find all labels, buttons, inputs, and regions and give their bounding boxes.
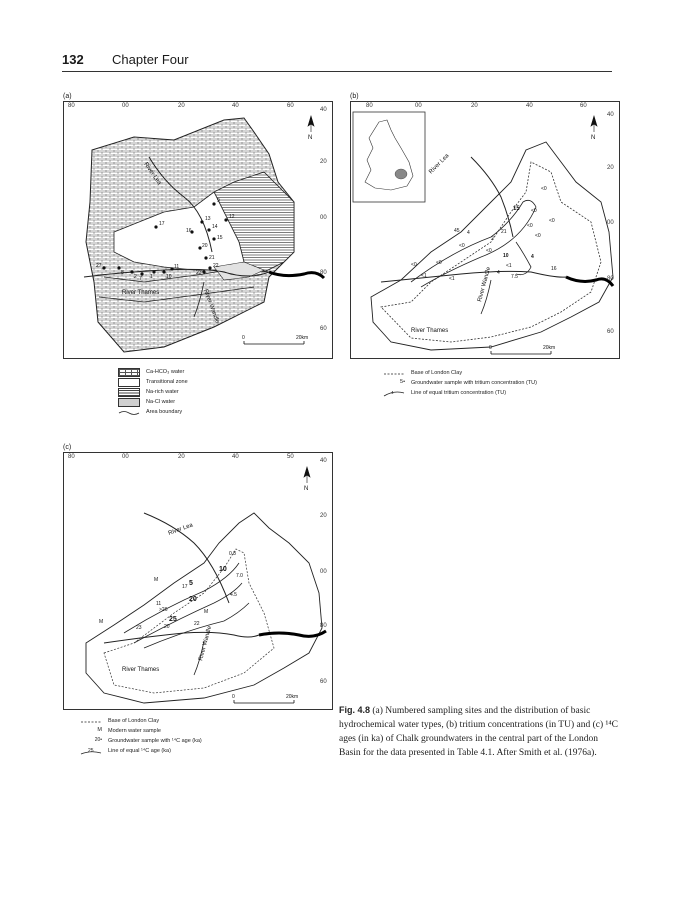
sample-label: 22 — [213, 263, 219, 269]
tick-side: 20 — [607, 165, 614, 171]
svg-text:M: M — [204, 609, 209, 615]
svg-text:<0: <0 — [459, 243, 465, 249]
sample-dot-icon: 20• — [94, 736, 102, 743]
sample-label: 14 — [212, 224, 218, 230]
contour-line-icon — [80, 747, 102, 756]
panel-c-svg — [64, 453, 332, 709]
sample-label: 13 — [205, 216, 211, 222]
legend-item: Na-Cl water — [118, 397, 188, 407]
sample-label: 11 — [174, 264, 180, 270]
river-thames-east — [566, 277, 613, 286]
river-thames-label: River Thames — [122, 290, 160, 296]
sample-label: 1 — [150, 274, 153, 280]
svg-text:10: 10 — [503, 253, 509, 259]
tick-top: 00 — [415, 103, 422, 109]
river-lea-label: River Lea — [167, 522, 194, 537]
svg-text:25: 25 — [169, 616, 177, 623]
tick-side: 00 — [607, 220, 614, 226]
tick-top: 20 — [471, 103, 478, 109]
figure-caption — [339, 703, 619, 760]
tritium-contour — [516, 242, 531, 275]
svg-text:25: 25 — [88, 747, 94, 754]
figure-label: Fig. 4.8 — [339, 705, 371, 715]
svg-text:4: 4 — [531, 254, 534, 260]
chapter-title: Chapter Four — [112, 52, 189, 67]
tick-side: 00 — [320, 569, 327, 575]
sample-label: 16 — [186, 228, 192, 234]
panel-b-map — [350, 101, 620, 359]
svg-text:23: 23 — [136, 625, 142, 631]
tick-top: 80 — [68, 454, 75, 460]
river-thames-label: River Thames — [411, 328, 449, 334]
river-wandle-label: River Wandle — [198, 625, 214, 662]
scale-start: 0 — [242, 335, 245, 341]
scale-bar — [244, 341, 304, 344]
river-lea — [471, 157, 513, 237]
scale-end: 20km — [543, 345, 556, 351]
legend-item: Na-rich water — [118, 387, 188, 397]
panel-c-map — [63, 452, 333, 710]
river-thames-label: River Thames — [122, 667, 160, 673]
tick-side: 60 — [320, 679, 327, 685]
svg-text:15: 15 — [513, 206, 520, 212]
boundary-line-icon — [118, 408, 140, 417]
svg-text:7.5: 7.5 — [511, 274, 518, 280]
svg-text:17: 17 — [182, 584, 188, 590]
svg-text:>26: >26 — [159, 607, 168, 613]
svg-text:4: 4 — [497, 270, 500, 276]
legend-item: Base of London Clay — [383, 368, 537, 378]
svg-text:10: 10 — [219, 566, 227, 573]
tick-side: 80 — [607, 276, 614, 282]
svg-text:0.8: 0.8 — [229, 551, 236, 557]
legend-item: M Modern water sample — [80, 726, 202, 736]
sample-label: 15 — [217, 235, 223, 241]
tick-top: 20 — [178, 103, 185, 109]
sample-label: 10 — [166, 274, 172, 280]
tick-side: 60 — [607, 329, 614, 335]
scale-start: 0 — [489, 345, 492, 351]
legend-item: 5• Groundwater sample with tritium concentration (TU) — [383, 378, 537, 388]
svg-text:4: 4 — [467, 230, 470, 236]
svg-text:11: 11 — [156, 601, 162, 607]
scale-end: 20km — [296, 335, 309, 341]
scale-start: 0 — [232, 694, 235, 700]
legend-a — [118, 367, 188, 417]
svg-text:<0: <0 — [486, 248, 492, 254]
river-wandle-label: River Wandle — [202, 288, 221, 325]
tick-top: 80 — [366, 103, 373, 109]
north-label: N — [304, 486, 309, 492]
svg-text:7.0: 7.0 — [236, 573, 243, 579]
svg-text:<1: <1 — [449, 276, 455, 282]
page-number: 132 — [62, 52, 84, 67]
dashed-line-icon — [80, 717, 102, 726]
sample-label: 21 — [209, 255, 215, 261]
tick-top: 00 — [122, 103, 129, 109]
tritium-values — [411, 186, 557, 282]
sample-label: 12 — [229, 214, 235, 220]
sample-dot-icon: 5• — [400, 378, 405, 385]
panel-a-svg — [64, 102, 332, 358]
scale-bar — [491, 351, 551, 354]
river-lea-label: River Lea — [142, 161, 163, 187]
sample-label: 23 — [196, 270, 202, 276]
tick-top: 40 — [232, 103, 239, 109]
north-label: N — [308, 135, 313, 141]
river-wandle-label: River Wandle — [477, 266, 493, 303]
svg-text:20: 20 — [189, 596, 197, 603]
svg-text:M: M — [99, 619, 104, 625]
sample-label: 20 — [202, 243, 208, 249]
hatch-swatch — [118, 388, 140, 397]
sample-label: 8 — [121, 270, 124, 276]
c14-contour-labels — [169, 566, 227, 623]
svg-text:M: M — [154, 577, 159, 583]
tick-top: 80 — [68, 103, 75, 109]
legend-item: Area boundary — [118, 407, 188, 417]
panel-b-svg — [351, 102, 619, 358]
tick-side: 40 — [607, 112, 614, 118]
tick-side: 80 — [320, 270, 327, 276]
dots-swatch — [118, 398, 140, 407]
contour-line-icon — [383, 389, 405, 398]
legend-b — [383, 368, 537, 398]
panel-a-map — [63, 101, 333, 359]
svg-text:20: 20 — [164, 624, 170, 630]
tick-top: 60 — [287, 103, 294, 109]
scale-end: 20km — [286, 694, 299, 700]
sample-label: 9 — [217, 198, 220, 204]
tick-top: 00 — [122, 454, 129, 460]
panel-b-label: (b) — [350, 93, 359, 100]
svg-text:4.5: 4.5 — [230, 592, 237, 598]
scale-bar — [234, 700, 294, 703]
legend-c — [80, 716, 202, 756]
river-thames-east — [269, 272, 324, 278]
tick-side: 00 — [320, 215, 327, 221]
c14-contour — [124, 563, 239, 633]
svg-text:22: 22 — [194, 621, 200, 627]
svg-text:<0: <0 — [531, 208, 537, 214]
tick-side: 40 — [320, 107, 327, 113]
dashed-line-icon — [383, 369, 405, 378]
tick-top: 50 — [287, 454, 294, 460]
legend-item: 20• Groundwater sample with ¹⁴C age (ka) — [80, 736, 202, 746]
header-rule — [62, 71, 612, 72]
tick-side: 80 — [320, 623, 327, 629]
svg-text:<0: <0 — [541, 186, 547, 192]
svg-text:5: 5 — [189, 580, 193, 587]
north-label: N — [591, 135, 596, 141]
tick-top: 40 — [526, 103, 533, 109]
page-header — [62, 52, 612, 72]
svg-text:<0: <0 — [535, 233, 541, 239]
sample-label: 17 — [159, 221, 165, 227]
svg-text:<1: <1 — [506, 263, 512, 269]
modern-sample-icon: M — [97, 726, 102, 733]
sample-label: 2 — [134, 274, 137, 280]
svg-text:<0: <0 — [527, 223, 533, 229]
legend-item: 25 Line of equal ¹⁴C age (ka) — [80, 746, 202, 756]
panel-c-label: (c) — [63, 444, 72, 451]
svg-text:4: 4 — [391, 389, 394, 395]
svg-text:2: 2 — [491, 236, 494, 242]
svg-text:<0: <0 — [436, 260, 442, 266]
svg-text:21: 21 — [501, 229, 507, 235]
tick-side: 20 — [320, 159, 327, 165]
north-arrow-icon — [304, 467, 310, 483]
panel-a-label: (a) — [63, 93, 72, 100]
north-arrow-icon — [591, 116, 597, 132]
river-thames-east — [259, 631, 326, 636]
svg-text:<0: <0 — [549, 218, 555, 224]
sample-label: 27 — [96, 263, 102, 269]
figure-caption-text: (a) Numbered sampling sites and the distribution of basic hydrochemical water types, (b) tritium concentrations (in TU) and (c) ¹⁴C ages (in ka) of Chalk groundwaters in the central part of the London Basin for the data presented in Table 4.1. After Smith et al. (1976a). — [339, 706, 619, 758]
north-arrow-icon — [308, 116, 314, 132]
tick-side: 60 — [320, 326, 327, 332]
tick-top: 60 — [580, 103, 587, 109]
legend-item: Base of London Clay — [80, 716, 202, 726]
inset-london-basin — [395, 169, 407, 179]
tick-top: 20 — [178, 454, 185, 460]
legend-item: Ca-HCO₃ water — [118, 367, 188, 377]
tick-top: 40 — [232, 454, 239, 460]
legend-item: 4 Line of equal tritium concentration (TU) — [383, 388, 537, 398]
tick-side: 40 — [320, 458, 327, 464]
legend-item: Transitional zone — [118, 377, 188, 387]
river-lea-label: River Lea — [428, 153, 451, 176]
brick-swatch — [118, 368, 140, 377]
svg-text:45: 45 — [454, 228, 460, 234]
tick-side: 20 — [320, 513, 327, 519]
sample-label: 7 — [139, 276, 142, 282]
svg-text:16: 16 — [551, 266, 557, 272]
svg-text:<1: <1 — [421, 273, 427, 279]
plain-swatch — [118, 378, 140, 387]
svg-text:<0: <0 — [411, 262, 417, 268]
